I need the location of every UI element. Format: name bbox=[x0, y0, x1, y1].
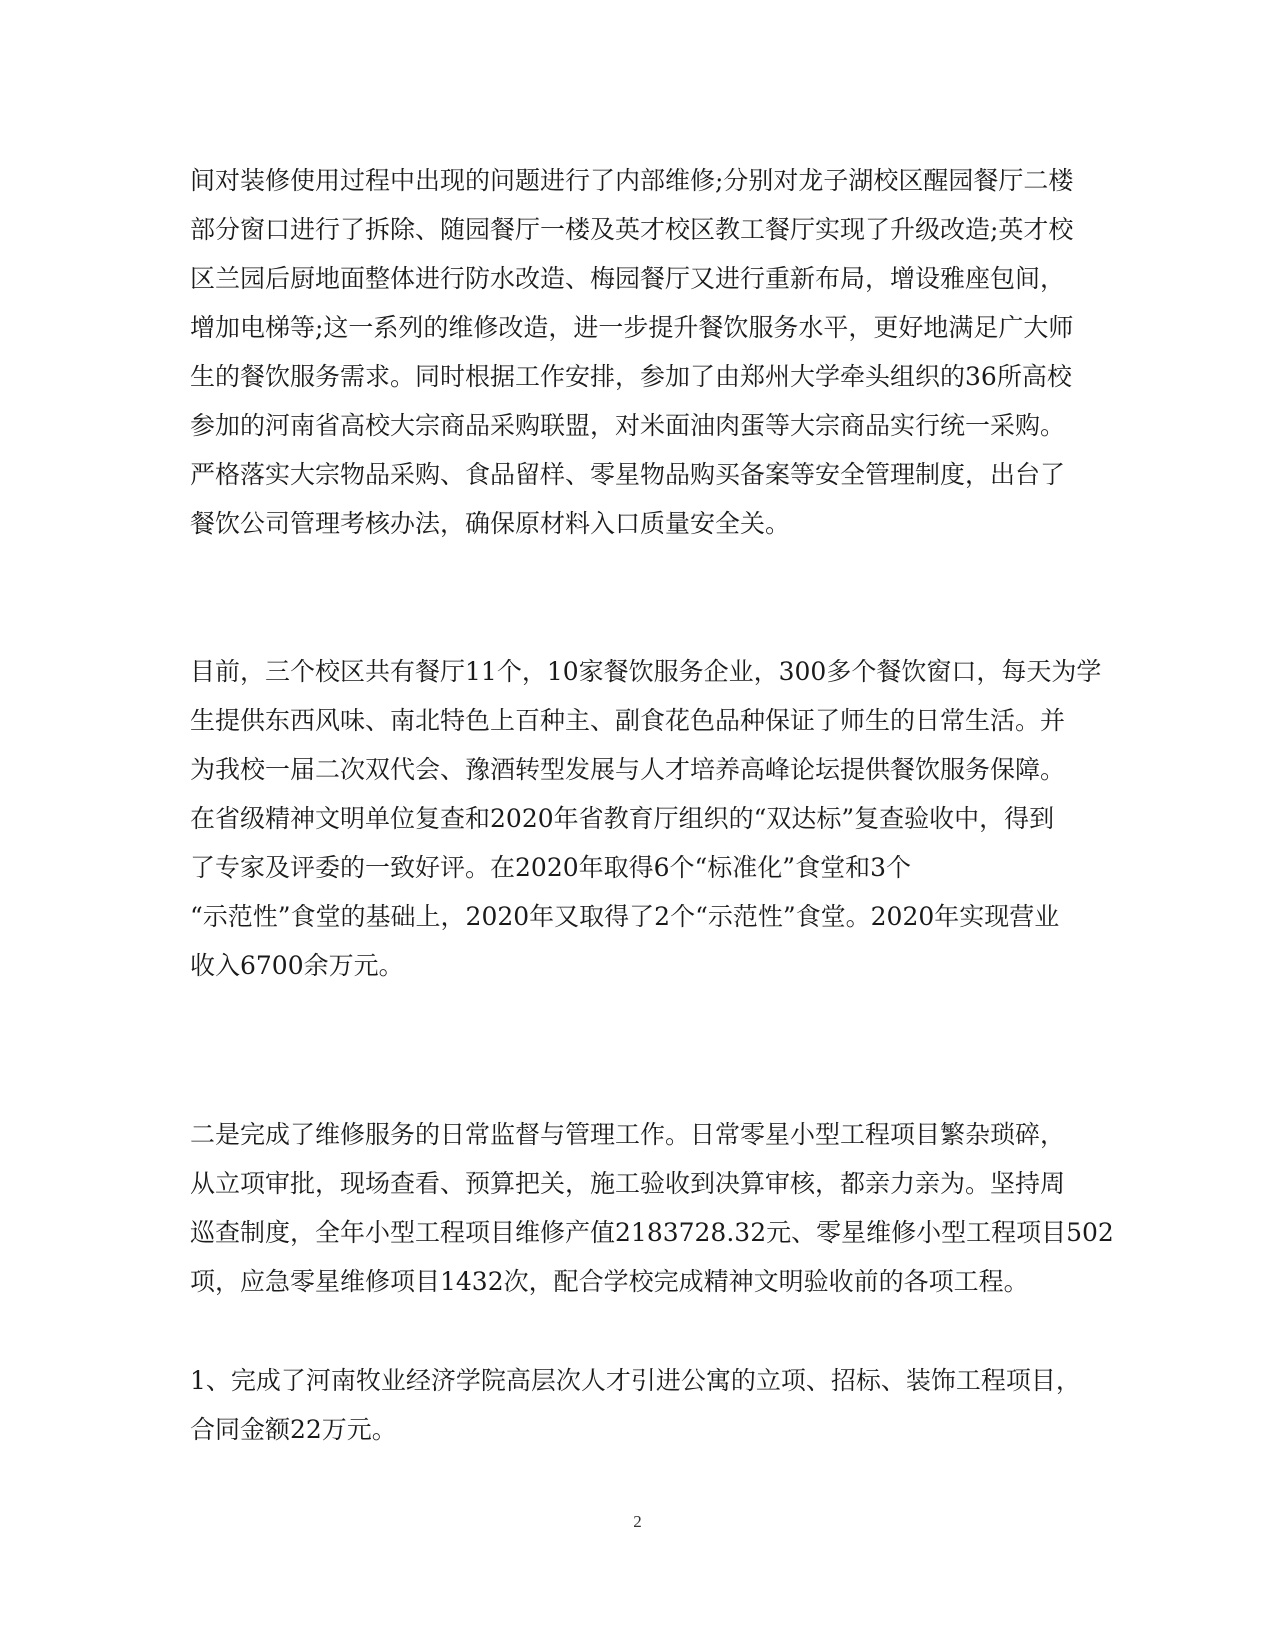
paragraph-maintenance-supervision bbox=[190, 1110, 1114, 1306]
text-line: 严格落实大宗物品采购、食品留样、零星物品购买备案等安全管理制度，出台了 bbox=[190, 460, 1066, 489]
text-line: 了专家及评委的一致好评。在2020年取得6个“标准化”食堂和3个 bbox=[190, 853, 911, 882]
text-line: 项，应急零星维修项目1432次，配合学校完成精神文明验收前的各项工程。 bbox=[190, 1267, 1029, 1296]
paragraph-apartment-project bbox=[190, 1356, 1085, 1454]
text-line: 从立项审批，现场查看、预算把关，施工验收到决算审核，都亲力亲为。坚持周 bbox=[190, 1169, 1066, 1198]
paragraph-canteen-renovation bbox=[190, 156, 1085, 548]
text-line: 餐饮公司管理考核办法，确保原材料入口质量安全关。 bbox=[190, 509, 791, 538]
text-line: 1、完成了河南牧业经济学院高层次人才引进公寓的立项、招标、装饰工程项目， bbox=[190, 1366, 1081, 1395]
text-line: 合同金额22万元。 bbox=[190, 1415, 397, 1444]
text-line: 为我校一届二次双代会、豫酒转型发展与人才培养高峰论坛提供餐饮服务保障。 bbox=[190, 755, 1066, 784]
paragraph-canteen-status bbox=[190, 647, 1102, 990]
text-line: 生的餐饮服务需求。同时根据工作安排，参加了由郑州大学牵头组织的36所高校 bbox=[190, 362, 1072, 391]
text-line: 二是完成了维修服务的日常监督与管理工作。日常零星小型工程项目繁杂琐碎， bbox=[190, 1120, 1066, 1149]
text-line: 间对装修使用过程中出现的问题进行了内部维修;分别对龙子湖校区醒园餐厅二楼 bbox=[190, 166, 1074, 195]
text-line: 在省级精神文明单位复查和2020年省教育厅组织的“双达标”复查验收中，得到 bbox=[190, 804, 1055, 833]
text-line: 增加电梯等;这一系列的维修改造，进一步提升餐饮服务水平，更好地满足广大师 bbox=[190, 313, 1074, 342]
text-line: 巡查制度，全年小型工程项目维修产值2183728.32元、零星维修小型工程项目502 bbox=[190, 1218, 1114, 1247]
text-line: 收入6700余万元。 bbox=[190, 951, 404, 980]
text-line: 参加的河南省高校大宗商品采购联盟，对米面油肉蛋等大宗商品实行统一采购。 bbox=[190, 411, 1066, 440]
text-line: 生提供东西风味、南北特色上百种主、副食花色品种保证了师生的日常生活。并 bbox=[190, 706, 1066, 735]
text-line: 目前，三个校区共有餐厅11个，10家餐饮服务企业，300多个餐饮窗口，每天为学 bbox=[190, 657, 1102, 686]
text-line: 区兰园后厨地面整体进行防水改造、梅园餐厅又进行重新布局，增设雅座包间， bbox=[190, 264, 1066, 293]
page-number: 2 bbox=[633, 1512, 642, 1531]
text-line: 部分窗口进行了拆除、随园餐厅一楼及英才校区教工餐厅实现了升级改造;英才校 bbox=[190, 215, 1074, 244]
text-line: “示范性”食堂的基础上，2020年又取得了2个“示范性”食堂。2020年实现营业 bbox=[190, 902, 1060, 931]
